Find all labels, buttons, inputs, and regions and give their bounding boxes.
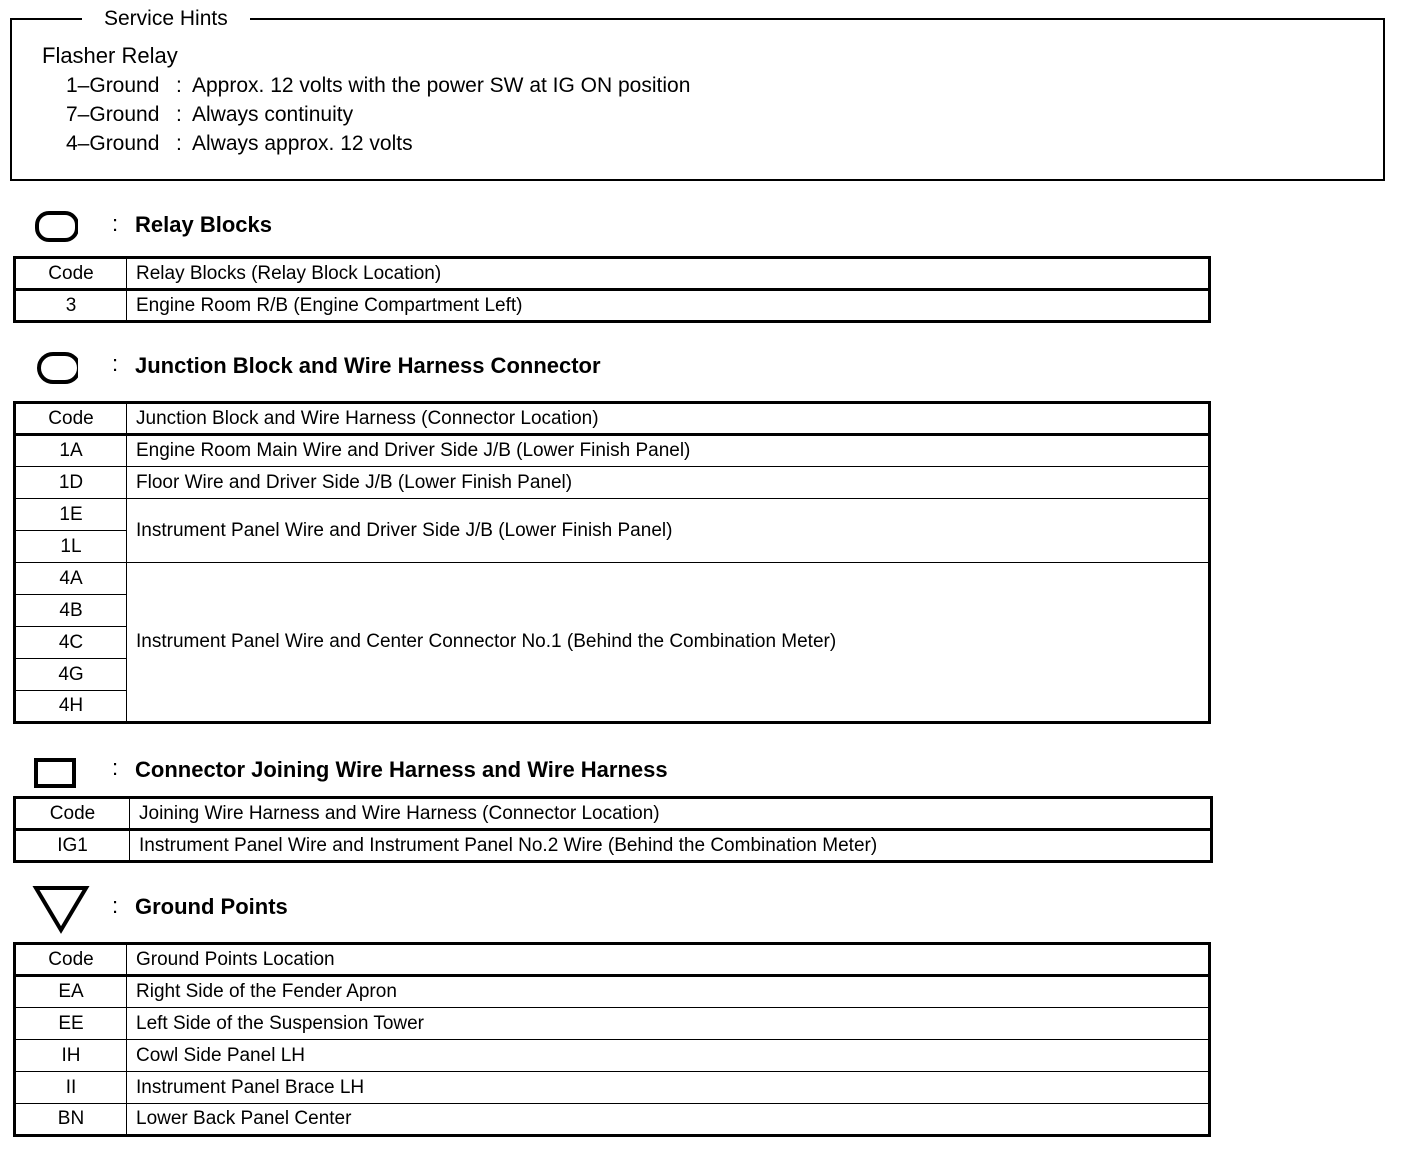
code-cell: EA <box>15 976 127 1008</box>
ground-points-table <box>13 942 1211 1137</box>
connector-joining-table <box>13 796 1213 863</box>
code-cell: 4B <box>15 595 127 627</box>
code-cell: BN <box>15 1104 127 1136</box>
hint-separator: : <box>176 132 182 155</box>
hint-line <box>66 74 690 98</box>
table-row <box>15 467 1210 499</box>
table-row <box>15 499 1210 531</box>
hint-text: Always approx. 12 volts <box>192 132 413 155</box>
table-row <box>15 1072 1210 1104</box>
service-hints-title: Service Hints <box>82 8 250 30</box>
hint-terminal: 1–Ground <box>66 74 160 97</box>
table-row <box>15 1040 1210 1072</box>
location-cell: Instrument Panel Brace LH <box>127 1072 1210 1104</box>
hint-terminal: 4–Ground <box>66 132 160 155</box>
code-cell: 4G <box>15 659 127 691</box>
code-cell: 1L <box>15 531 127 563</box>
table-header-row <box>15 798 1212 830</box>
square-icon <box>30 752 78 792</box>
code-column-header: Code <box>15 403 127 435</box>
location-cell: Left Side of the Suspension Tower <box>127 1008 1210 1040</box>
code-cell: 4A <box>15 563 127 595</box>
location-column-header: Ground Points Location <box>127 944 1210 976</box>
code-cell: 1E <box>15 499 127 531</box>
code-cell: II <box>15 1072 127 1104</box>
section-title: Junction Block and Wire Harness Connector <box>135 353 601 378</box>
table-row <box>15 1104 1210 1136</box>
header-colon: : <box>112 755 119 780</box>
location-cell: Right Side of the Fender Apron <box>127 976 1210 1008</box>
hint-line <box>66 103 353 127</box>
code-cell: 4H <box>15 691 127 723</box>
hint-line <box>66 132 413 156</box>
header-colon: : <box>112 893 119 918</box>
location-cell: Instrument Panel Wire and Instrument Panel No.2 Wire (Behind the Combination Meter) <box>130 830 1212 862</box>
hint-separator: : <box>176 103 182 126</box>
location-cell: Lower Back Panel Center <box>127 1104 1210 1136</box>
code-column-header: Code <box>15 944 127 976</box>
table-row <box>15 1008 1210 1040</box>
location-column-header: Joining Wire Harness and Wire Harness (Connector Location) <box>130 798 1212 830</box>
location-cell: Cowl Side Panel LH <box>127 1040 1210 1072</box>
code-column-header: Code <box>15 798 130 830</box>
table-header-row <box>15 403 1210 435</box>
section-title: Ground Points <box>135 894 288 919</box>
location-cell: Engine Room Main Wire and Driver Side J/B (Lower Finish Panel) <box>127 435 1210 467</box>
location-cell: Instrument Panel Wire and Center Connector No.1 (Behind the Combination Meter) <box>127 563 1210 723</box>
code-cell: 3 <box>15 290 127 322</box>
table-row <box>15 976 1210 1008</box>
hint-terminal: 7–Ground <box>66 103 160 126</box>
code-cell: IG1 <box>15 830 130 862</box>
code-column-header: Code <box>15 258 127 290</box>
relay-blocks-table <box>13 256 1211 323</box>
table-row <box>15 563 1210 595</box>
code-cell: 1A <box>15 435 127 467</box>
rounded-rectangle-icon <box>30 208 78 248</box>
oval-icon <box>30 348 78 388</box>
section-title: Relay Blocks <box>135 212 272 237</box>
header-colon: : <box>112 211 119 236</box>
code-cell: IH <box>15 1040 127 1072</box>
table-row <box>15 290 1210 322</box>
hint-separator: : <box>176 74 182 97</box>
code-cell: 4C <box>15 627 127 659</box>
hint-text: Always continuity <box>192 103 354 126</box>
junction-block-table <box>13 401 1211 724</box>
service-hints-box <box>10 7 1385 181</box>
down-triangle-icon <box>30 884 90 936</box>
code-cell: EE <box>15 1008 127 1040</box>
location-column-header: Junction Block and Wire Harness (Connector Location) <box>127 403 1210 435</box>
section-title: Connector Joining Wire Harness and Wire Harness <box>135 757 668 782</box>
hint-text: Approx. 12 volts with the power SW at IG ON position <box>192 74 691 97</box>
table-header-row <box>15 258 1210 290</box>
location-cell: Engine Room R/B (Engine Compartment Left) <box>127 290 1210 322</box>
location-cell: Instrument Panel Wire and Driver Side J/B (Lower Finish Panel) <box>127 499 1210 563</box>
flasher-relay-heading: Flasher Relay <box>42 43 178 68</box>
table-row <box>15 435 1210 467</box>
table-header-row <box>15 944 1210 976</box>
location-cell: Floor Wire and Driver Side J/B (Lower Finish Panel) <box>127 467 1210 499</box>
code-cell: 1D <box>15 467 127 499</box>
table-row <box>15 830 1212 862</box>
header-colon: : <box>112 351 119 376</box>
location-column-header: Relay Blocks (Relay Block Location) <box>127 258 1210 290</box>
